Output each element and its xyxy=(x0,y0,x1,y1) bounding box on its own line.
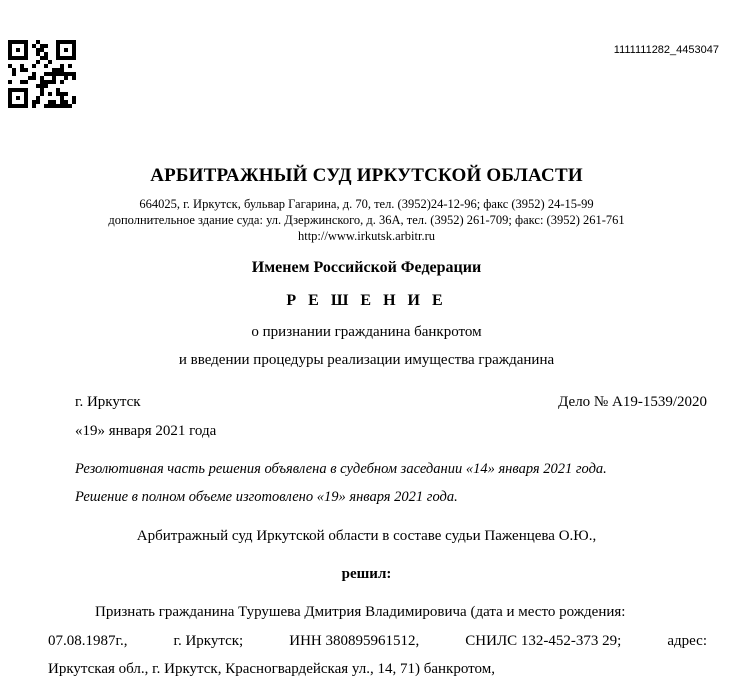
city: г. Иркутск xyxy=(75,394,141,410)
full-text-note: Решение в полном объеме изготовлено «19» января 2021 года. xyxy=(75,489,458,505)
court-title: АРБИТРАЖНЫЙ СУД ИРКУТСКОЙ ОБЛАСТИ xyxy=(150,165,583,186)
paragraph-line-2 xyxy=(48,633,707,650)
address-label: адрес: xyxy=(667,633,707,649)
decision-heading: Р Е Ш Е Н И Е xyxy=(286,292,447,309)
birth-place: г. Иркутск; xyxy=(173,633,244,649)
resolution-note: Резолютивная часть решения объявлена в судебном заседании «14» января 2021 года. xyxy=(75,461,607,477)
court-website-link[interactable]: http://www.irkutsk.arbitr.ru xyxy=(297,229,436,243)
court-composition: Арбитражный суд Иркутской области в составе судьи Паженцева О.Ю., xyxy=(136,528,597,544)
paragraph-line-3: Иркутская обл., г. Иркутск, Красногвардейская ул., 14, 71) банкротом, xyxy=(48,661,495,677)
inn: ИНН 380895961512, xyxy=(289,633,420,649)
court-address-additional: дополнительное здание суда: ул. Дзержинского, д. 36А, тел. (3952) 261-709; факс: (3952) 261-761 xyxy=(108,213,625,227)
decision-subject-line2: и введении процедуры реализации имущества гражданина xyxy=(178,352,555,368)
document-number: 1111111282_4453047 xyxy=(613,44,719,56)
in-name-of-heading: Именем Российской Федерации xyxy=(251,259,482,276)
court-address-main: 664025, г. Иркутск, бульвар Гагарина, д. 70, тел. (3952)24-12-96; факс (3952) 24-15-99 xyxy=(139,197,594,211)
snils: СНИЛС 132-452-373 29; xyxy=(465,633,622,649)
birth-date: 07.08.1987г., xyxy=(48,633,128,649)
decision-date: «19» января 2021 года xyxy=(75,423,217,439)
qr-code-icon xyxy=(8,40,76,108)
decided-heading: решил: xyxy=(341,566,392,582)
decision-subject-line1: о признании гражданина банкротом xyxy=(251,324,482,340)
paragraph-line-1: Признать гражданина Турушева Дмитрия Владимировича (дата и место рождения: xyxy=(95,604,626,620)
case-number: Дело № А19-1539/2020 xyxy=(558,394,707,410)
